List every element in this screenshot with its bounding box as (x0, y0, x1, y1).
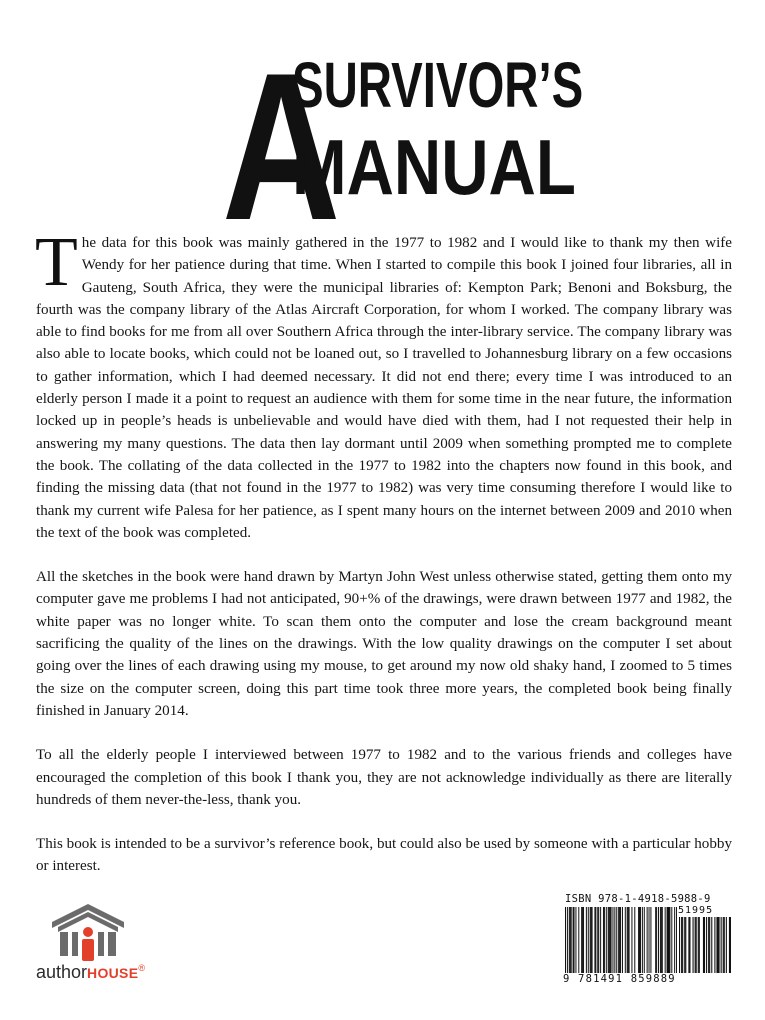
barcode-bar (668, 907, 669, 973)
barcode-bar (567, 907, 568, 973)
price-barcode (679, 917, 731, 973)
barcode-bar (595, 907, 596, 973)
barcode-bar (582, 907, 583, 973)
price-code: 51995 (678, 905, 714, 916)
price-barcode-bar (679, 917, 680, 973)
paragraph-1-text: he data for this book was mainly gathered in the 1977 to 1982 and I would like to thank my then wife Wendy for her patience during that time. When I started to compile this book I joined four libraries, all in Gauteng, South Africa, they were the municipal libraries of: Kempton Park; Benoni and Boksburg, the fourth was the company library of the Atlas Aircraft Corporation, for whom I worked. The company library was able to find books for me from all over Southern Africa through the inter-library service. The company library was also able to locate books, which could not be loaned out, so I travelled to Johannesburg library on a few occasions to gather information, which I had deemed necessary. It did not end there; every time I was introduced to an elderly person I made it a point to request an audience with them for some time in the near future, the information locked up in people’s heads is unbelievable and would have died with them, had I not requested their help in answering my many questions. The data then lay dormant until 2009 when something prompted me to complete the book. The collating of the data collected in the 1977 to 1982 into the chapters now found in this book, and finding the missing data (that not found in the 1977 to 1982) was very time consuming therefore I would like to thank my current wife Palesa for her patience, as I spent many hours on the internet between 2009 and 2010 when the text of the book was completed. (36, 235, 732, 541)
price-barcode-bar (706, 917, 707, 973)
barcode-bar (676, 907, 677, 973)
barcode-bar (606, 907, 607, 973)
price-barcode-bar (704, 917, 705, 973)
barcode-digits: 9 781491 859889 (563, 973, 676, 985)
isbn-barcode (563, 893, 733, 991)
paragraph-3: To all the elderly people I interviewed between 1977 to 1982 and to the various friends and colleges have encouraged the completion of this book I thank you, they are not acknowledge individually as there are literally hundreds of them never-the-less, thank you. (36, 747, 732, 808)
price-barcode-bar (699, 917, 700, 973)
price-barcode-bar (682, 917, 683, 973)
barcode-bar (620, 907, 621, 973)
price-barcode-bar (693, 917, 694, 973)
price-barcode-bar (716, 917, 717, 973)
barcode-bar (618, 907, 619, 973)
barcode-bar (616, 907, 617, 973)
barcode-bar (625, 907, 626, 973)
barcode-bar (629, 907, 630, 973)
price-barcode-bar (730, 917, 731, 973)
barcode-bar (639, 907, 640, 973)
barcode-bar (668, 907, 669, 973)
barcode-bar (578, 907, 579, 973)
barcode-bar (583, 907, 584, 973)
price-barcode-bar (729, 917, 730, 973)
price-barcode-bar (698, 917, 699, 973)
barcode-bar (631, 907, 632, 973)
price-barcode-bar (709, 917, 710, 973)
barcode-bar (608, 907, 609, 973)
publisher-name (36, 962, 145, 983)
price-barcode-bar (711, 917, 712, 973)
price-barcode-bar (719, 917, 720, 973)
barcode-bar (642, 907, 643, 973)
paragraph-1 (35, 224, 732, 544)
barcode-bar (640, 907, 641, 973)
barcode-bar (611, 907, 612, 973)
paragraph-2: All the sketches in the book were hand drawn by Martyn John West unless otherwise stated, getting them onto my computer gave me problems I had not anticipated, 90+% of the drawings, were drawn between 1977 and 1982, the white paper was no longer white. To scan them onto the computer and lose the cream background meant sacrificing the quality of the lines on the drawings. With the low quality drawings on the computer I set about going over the lines of each drawing using my mouse, to get around my now old shaky hand, I zoomed to 5 times the size on the computer screen, doing this part time took three more years, the completed book being finally finished in January 2014. (36, 569, 732, 719)
barcode-bar (594, 907, 595, 973)
barcode-bar (571, 907, 572, 973)
barcode-bar (565, 907, 566, 973)
price-barcode-bar (688, 917, 689, 973)
barcode-bar (588, 907, 589, 973)
barcode-bar (614, 907, 615, 973)
barcode-bar (669, 907, 670, 973)
barcode-bar (622, 907, 623, 973)
back-cover-text (35, 224, 732, 900)
barcode-bar (674, 907, 675, 973)
barcode-bar (575, 907, 576, 973)
barcode-bar (647, 907, 648, 973)
book-title (222, 29, 584, 264)
barcode-bar (671, 907, 672, 973)
publisher-name-author: author (36, 962, 88, 982)
barcode-bar (656, 907, 657, 973)
barcode-bar (600, 907, 601, 973)
barcode-bar (628, 907, 629, 973)
price-barcode-bar (684, 917, 685, 973)
barcode-bar (650, 907, 651, 973)
isbn-label: ISBN 978-1-4918-5988-9 (565, 893, 711, 905)
price-barcode-bar (714, 917, 715, 973)
barcode-bar (667, 907, 668, 973)
barcode-bar (658, 907, 659, 973)
drop-cap: T (35, 224, 78, 301)
price-barcode-bar (717, 917, 718, 973)
barcode-bar (586, 907, 587, 973)
barcode-bar (609, 907, 610, 973)
barcode-bar (604, 907, 605, 973)
price-barcode-bar (726, 917, 727, 973)
barcode-bar (590, 907, 591, 973)
registered-mark: ® (138, 963, 145, 973)
authorhouse-logo-icon (48, 902, 128, 962)
barcode-bar (638, 907, 639, 973)
paragraph-4: This book is intended to be a survivor’s reference book, but could also be used by someone with a particular hobby or interest. (36, 836, 732, 875)
barcode-bar (610, 907, 611, 973)
price-barcode-bar (723, 917, 724, 973)
title-line-manual: MANUAL (292, 123, 576, 211)
price-barcode-bar (689, 917, 690, 973)
barcode-bar (634, 907, 635, 973)
barcode-bar (592, 907, 593, 973)
barcode-bar (665, 907, 666, 973)
barcode-bar (612, 907, 613, 973)
price-barcode-bar (724, 917, 725, 973)
price-barcode-bar (685, 917, 686, 973)
barcode-bar (627, 907, 628, 973)
barcode-bar (570, 907, 571, 973)
price-barcode-bar (695, 917, 696, 973)
main-barcode (565, 907, 677, 973)
barcode-bar (619, 907, 620, 973)
barcode-bar (662, 907, 663, 973)
barcode-bar (598, 907, 599, 973)
barcode-bar (661, 907, 662, 973)
price-barcode-bar (703, 917, 704, 973)
barcode-bar (574, 907, 575, 973)
price-barcode-bar (696, 917, 697, 973)
barcode-bar (655, 907, 656, 973)
barcode-bar (581, 907, 582, 973)
publisher-name-house: HOUSE (87, 965, 139, 981)
barcode-bar (569, 907, 570, 973)
barcode-bar (660, 907, 661, 973)
price-barcode-bar (721, 917, 722, 973)
barcode-bar (591, 907, 592, 973)
title-big-letter: A (222, 29, 338, 264)
title-line-survivors: SURVIVOR’S (292, 49, 584, 121)
barcode-bar (644, 907, 645, 973)
publisher-logo (34, 902, 164, 992)
barcode-bar (597, 907, 598, 973)
barcode-bar (603, 907, 604, 973)
price-barcode-bar (708, 917, 709, 973)
barcode-bar (573, 907, 574, 973)
price-barcode-bar (681, 917, 682, 973)
barcode-bar (649, 907, 650, 973)
